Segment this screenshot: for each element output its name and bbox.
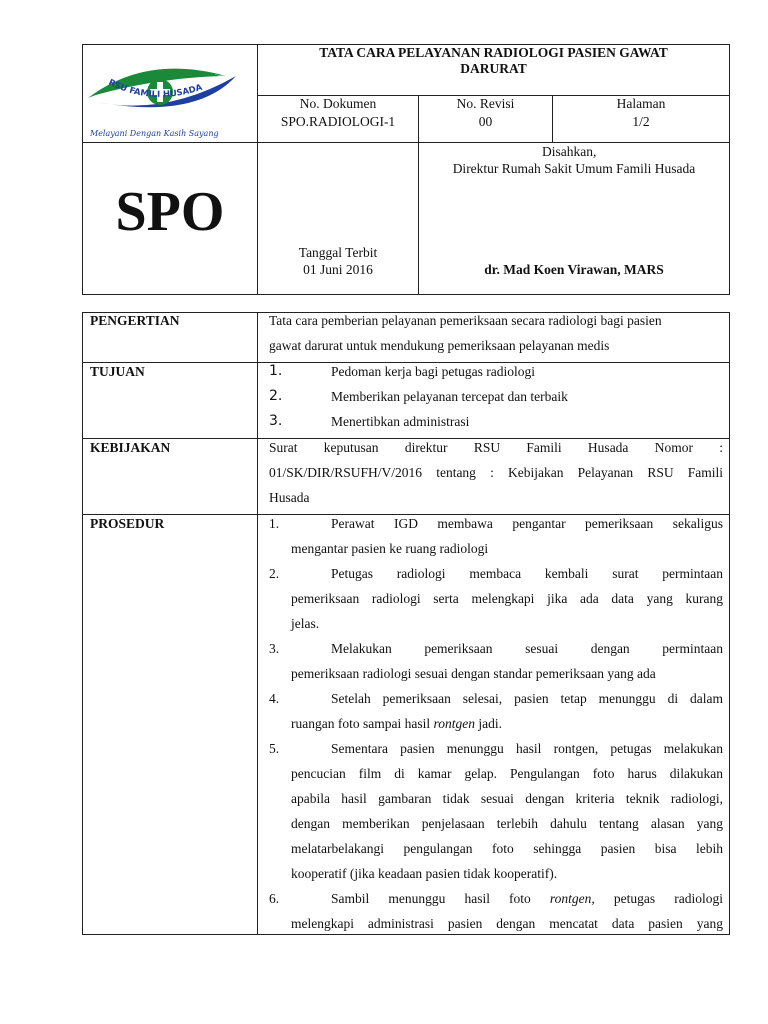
label-prosedur: PROSEDUR xyxy=(90,516,165,531)
prosedur-2-line-2: pemeriksaan radiologi serta melengkapi jika ada data yang kurang xyxy=(291,591,723,606)
logo-motto: Melayani Dengan Kasih Sayang xyxy=(90,129,219,138)
prosedur-3-line-2: pemeriksaan radiologi sesuai dengan standar pemeriksaan yang ada xyxy=(291,666,656,681)
prosedur-num-5: 5. xyxy=(269,741,280,756)
prosedur-4-post: jadi. xyxy=(474,716,502,731)
logo-arc-text: RSU FAMILI HUSADA xyxy=(106,77,204,100)
revision-label: No. Revisi xyxy=(456,96,515,111)
label-pengertian: PENGERTIAN xyxy=(90,313,180,328)
prosedur-4-line-2 xyxy=(291,716,502,732)
prosedur-1-line-1: Perawat IGD membawa pengantar pemeriksaan sekaligus xyxy=(331,516,723,531)
doc-no-value: SPO.RADIOLOGI-1 xyxy=(280,114,396,129)
pengertian-line-1: Tata cara pemberian pelayanan pemeriksaan secara radiologi bagi pasien xyxy=(269,313,662,328)
prosedur-5-line-6: kooperatif (jika keadaan pasien tidak kooperatif). xyxy=(291,866,558,881)
prosedur-1-line-2: mengantar pasien ke ruang radiologi xyxy=(291,541,489,556)
prosedur-3-line-1: Melakukan pemeriksaan sesuai dengan permintaan xyxy=(331,641,723,656)
prosedur-2-line-1: Petugas radiologi membaca kembali surat permintaan xyxy=(331,566,723,581)
hospital-logo xyxy=(86,56,254,140)
prosedur-5-line-4: dengan memberikan penjelasaan terlebih dahulu tentang alasan yang xyxy=(291,816,723,831)
prosedur-5-line-3: apabila hasil gambaran tidak sesuai dengan kriteria teknik radiologi, xyxy=(291,791,723,806)
doc-no-label: No. Dokumen xyxy=(299,96,377,111)
prosedur-5-line-2: pencucian film di kamar gelap. Pengulangan foto harus dilakukan xyxy=(291,766,723,781)
title-line-1: TATA CARA PELAYANAN RADIOLOGI PASIEN GAWAT xyxy=(319,45,668,60)
issue-date: 01 Juni 2016 xyxy=(303,262,373,277)
page-value: 1/2 xyxy=(632,114,650,129)
tujuan-item-2: Memberikan pelayanan tercepat dan terbaik xyxy=(331,389,568,404)
prosedur-4-line-1: Setelah pemeriksaan selesai, pasien tetap menunggu di dalam xyxy=(331,691,723,706)
prosedur-num-6: 6. xyxy=(269,891,280,906)
tujuan-item-3: Menertibkan administrasi xyxy=(331,414,470,429)
label-tujuan: TUJUAN xyxy=(90,364,145,379)
approved-label: Disahkan, xyxy=(542,144,597,159)
prosedur-2-line-3: jelas. xyxy=(291,616,320,631)
prosedur-6-line-2: melengkapi administrasi pasien dengan mencatat data pasien yang xyxy=(291,916,723,931)
prosedur-6-em: rontgen, xyxy=(549,891,595,906)
spo-heading: SPO xyxy=(115,181,225,243)
label-kebijakan: KEBIJAKAN xyxy=(90,440,171,455)
tujuan-num-3: 3. xyxy=(269,413,283,429)
prosedur-6-pre: Sambil menunggu hasil foto xyxy=(331,891,550,906)
prosedur-6-post: petugas radiologi xyxy=(594,891,723,906)
prosedur-num-3: 3. xyxy=(269,641,280,656)
prosedur-4-em: rontgen xyxy=(433,716,475,731)
title-line-2: DARURAT xyxy=(460,61,527,76)
tujuan-item-1: Pedoman kerja bagi petugas radiologi xyxy=(331,364,535,379)
page-label: Halaman xyxy=(616,96,666,111)
tujuan-num-1: 1. xyxy=(269,363,283,379)
prosedur-6-line-1 xyxy=(331,891,723,907)
tujuan-num-2: 2. xyxy=(269,388,283,404)
prosedur-5-line-1: Sementara pasien menunggu hasil rontgen, petugas melakukan xyxy=(331,741,723,756)
issue-label: Tanggal Terbit xyxy=(298,245,378,260)
prosedur-4-pre: ruangan foto sampai hasil xyxy=(291,716,434,731)
pengertian-line-2: gawat darurat untuk mendukung pemeriksaan pelayanan medis xyxy=(269,338,610,353)
prosedur-num-1: 1. xyxy=(269,516,280,531)
kebijakan-line-2: 01/SK/DIR/RSUFH/V/2016 tentang : Kebijakan Pelayanan RSU Famili xyxy=(269,465,723,480)
kebijakan-line-1: Surat keputusan direktur RSU Famili Husada Nomor : xyxy=(269,440,723,455)
prosedur-5-line-5: melatarbelakangi pengulangan foto sehingga pasien bisa lebih xyxy=(291,841,723,856)
kebijakan-line-3: Husada xyxy=(269,490,310,505)
approved-name: dr. Mad Koen Virawan, MARS xyxy=(484,262,664,277)
prosedur-num-4: 4. xyxy=(269,691,280,706)
prosedur-num-2: 2. xyxy=(269,566,280,581)
revision-value: 00 xyxy=(478,114,493,129)
approved-title: Direktur Rumah Sakit Umum Famili Husada xyxy=(452,161,696,176)
